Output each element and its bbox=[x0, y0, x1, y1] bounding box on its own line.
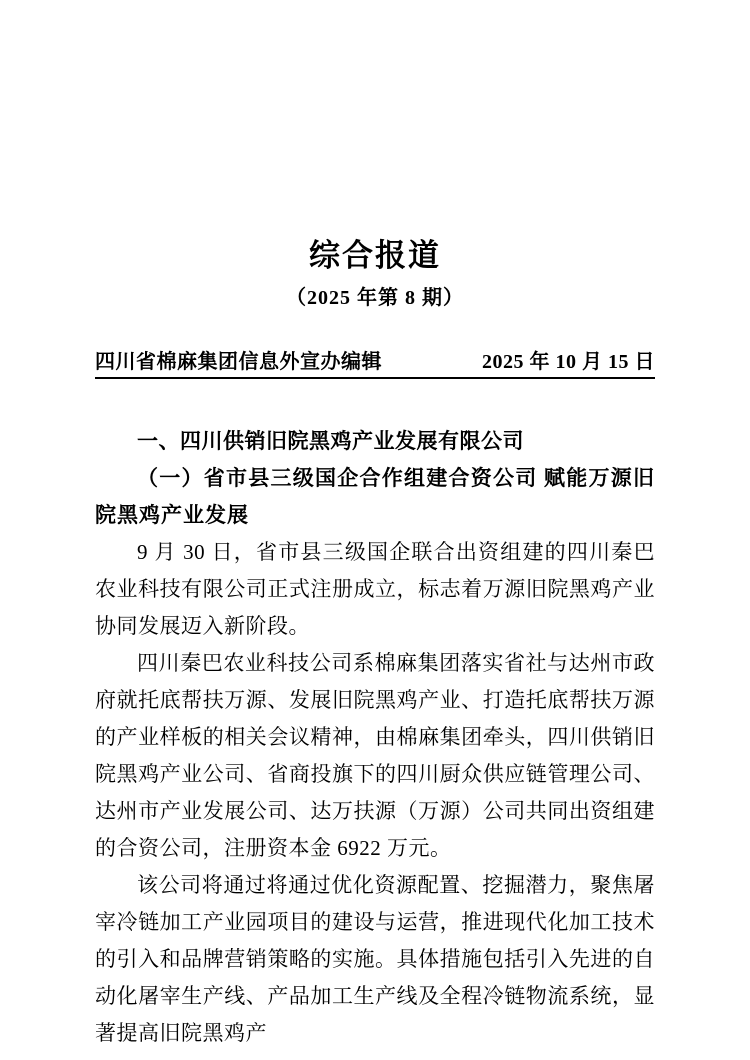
paragraph: 9 月 30 日，省市县三级国企联合出资组建的四川秦巴农业科技有限公司正式注册成立，标志着万源旧院黑鸡产业协同发展迈入新阶段。 bbox=[95, 540, 655, 638]
paragraph: 四川秦巴农业科技公司系棉麻集团落实省社与达州市政府就托底帮扶万源、发展旧院黑鸡产业、打造托底帮扶万源的产业样板的相关会议精神，由棉麻集团牵头，四川供销旧院黑鸡产业公司、省商投旗下的四川厨众供应链管理公司、达州市产业发展公司、达万扶源（万源）公司共同出资组建的合资公司，注册资本金 6922 万元。 bbox=[95, 651, 655, 860]
document-body bbox=[95, 423, 655, 1052]
editor-date-row bbox=[95, 350, 655, 379]
issue-number: （2025 年第 8 期） bbox=[286, 287, 464, 309]
paragraph: 该公司将通过将通过优化资源配置、挖掘潜力，聚焦屠宰冷链加工产业园项目的建设与运营，推进现代化加工技术的引入和品牌营销策略的实施。具体措施包括引入先进的自动化屠宰生产线、产品加工生产线及全程冷链物流系统，显著提高旧院黑鸡产 bbox=[95, 873, 655, 1045]
sub-heading: （一）省市县三级国企合作组建合资公司 赋能万源旧院黑鸡产业发展 bbox=[95, 466, 655, 527]
editor-credit: 四川省棉麻集团信息外宣办编辑 bbox=[95, 351, 382, 373]
document-title: 综合报道 bbox=[309, 238, 441, 273]
publication-date: 2025 年 10 月 15 日 bbox=[482, 351, 655, 373]
section-heading: 一、四川供销旧院黑鸡产业发展有限公司 bbox=[137, 430, 524, 453]
